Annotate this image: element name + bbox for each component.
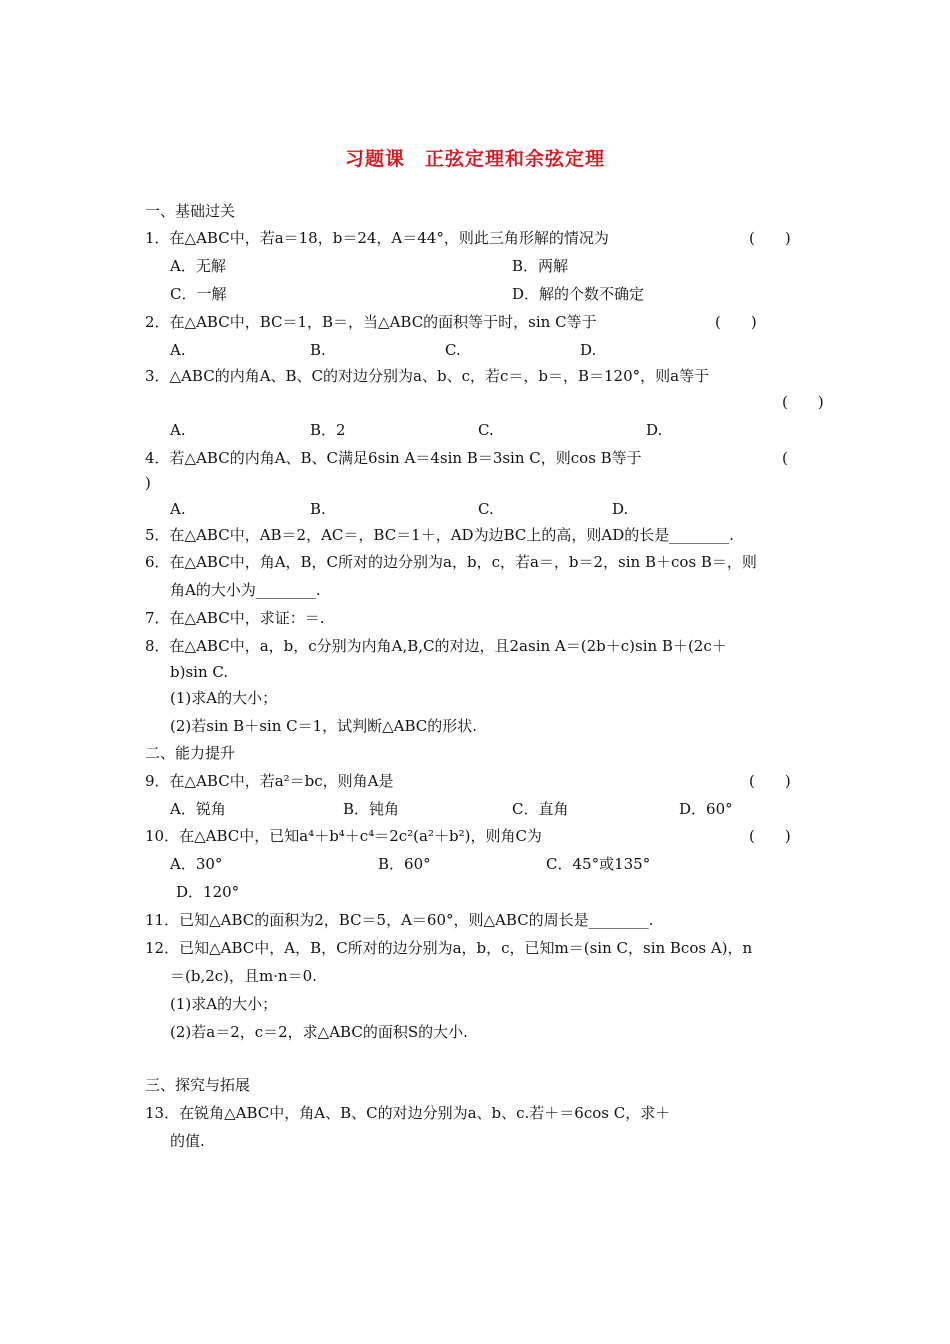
question-9-option-c: C．直角 [512,800,569,818]
question-13-line-2: 的值. [170,1132,205,1150]
question-3-option-b: B．2 [310,421,346,439]
question-1-answer-paren: ( ) [749,229,791,247]
question-8-part-2: (2)若sin B＋sin C＝1，试判断△ABC的形状. [170,717,478,735]
question-9-stem: 9．在△ABC中，若a²＝bc，则角A是 [145,772,394,790]
question-10-stem: 10．在△ABC中，已知a⁴＋b⁴＋c⁴＝2c²(a²＋b²)，则角C为 [145,827,542,845]
question-12-line-2: ＝(b,2c)，且m·n＝0. [170,967,317,985]
question-9-answer-paren: ( ) [749,772,791,790]
question-12-line-1: 12．已知△ABC中，A，B，C所对的边分别为a，b，c，已知m＝(sin C，sin Bcos A)，n [145,939,753,957]
question-9-option-a: A．锐角 [170,800,226,818]
question-4-option-a: A. [170,500,186,518]
question-7: 7．在△ABC中，求证：＝. [145,609,325,627]
question-10-option-c: C．45°或135° [546,855,651,873]
question-6-line-2: 角A的大小为________. [170,581,321,599]
section-heading-explore: 三、探究与拓展 [145,1076,251,1094]
question-10-answer-paren: ( ) [749,827,791,845]
question-2-option-c: C. [445,341,461,359]
section-heading-basic: 一、基础过关 [145,202,236,220]
question-9-option-d: D．60° [679,800,733,818]
question-4-stem: 4．若△ABC的内角A、B、C满足6sin A＝4sin B＝3sin C，则cos B等于 [145,449,642,467]
question-4-option-b: B. [310,500,326,518]
question-2-stem: 2．在△ABC中，BC＝1，B＝，当△ABC的面积等于时，sin C等于 [145,313,597,331]
question-13-line-1: 13．在锐角△ABC中，角A、B、C的对边分别为a、b、c.若＋＝6cos C，求＋ [145,1104,671,1122]
question-1-option-b: B．两解 [512,257,569,275]
question-3-answer-paren: ( ) [782,393,824,411]
question-10-option-b: B．60° [378,855,431,873]
question-1-option-a: A．无解 [170,257,226,275]
question-2-answer-paren: ( ) [715,313,757,331]
question-10-option-a: A．30° [170,855,223,873]
question-10-option-d: D．120° [176,883,240,901]
question-5: 5．在△ABC中，AB＝2，AC＝，BC＝1＋，AD为边BC上的高，则AD的长是________. [145,526,734,544]
question-4-paren-close: ) [145,474,151,492]
question-12-part-1: (1)求A的大小； [170,995,278,1013]
question-1-stem: 1．在△ABC中，若a＝18，b＝24，A＝44°，则此三角形解的情况为 [145,229,609,247]
question-4-option-d: D. [612,500,629,518]
question-11: 11．已知△ABC的面积为2，BC＝5，A＝60°，则△ABC的周长是________. [145,911,654,929]
question-4-option-c: C. [478,500,494,518]
question-8-line-2: b)sin C. [170,663,229,681]
question-12-part-2: (2)若a＝2，c＝2，求△ABC的面积S的大小. [170,1023,468,1041]
question-9-option-b: B．钝角 [343,800,400,818]
question-3-option-d: D. [646,421,663,439]
question-1-option-d: D．解的个数不确定 [512,285,645,303]
question-8-part-1: (1)求A的大小； [170,689,278,707]
page-title: 习题课 正弦定理和余弦定理 [344,148,605,170]
question-3-option-c: C. [478,421,494,439]
question-6-line-1: 6．在△ABC中，角A，B，C所对的边分别为a，b，c，若a＝，b＝2，sin B＋cos B＝，则 [145,553,757,571]
question-2-option-a: A. [170,341,186,359]
question-8-line-1: 8．在△ABC中，a，b，c分别为内角A,B,C的对边，且2asin A＝(2b＋c)sin B＋(2c＋ [145,637,727,655]
question-2-option-b: B. [310,341,326,359]
question-1-option-c: C．一解 [170,285,227,303]
question-3-stem: 3．△ABC的内角A、B、C的对边分别为a、b、c，若c＝，b＝，B＝120°，则a等于 [145,367,710,385]
section-heading-ability: 二、能力提升 [145,744,236,762]
question-3-option-a: A. [170,421,186,439]
question-2-option-d: D. [580,341,597,359]
question-4-paren-open: ( [782,449,788,467]
